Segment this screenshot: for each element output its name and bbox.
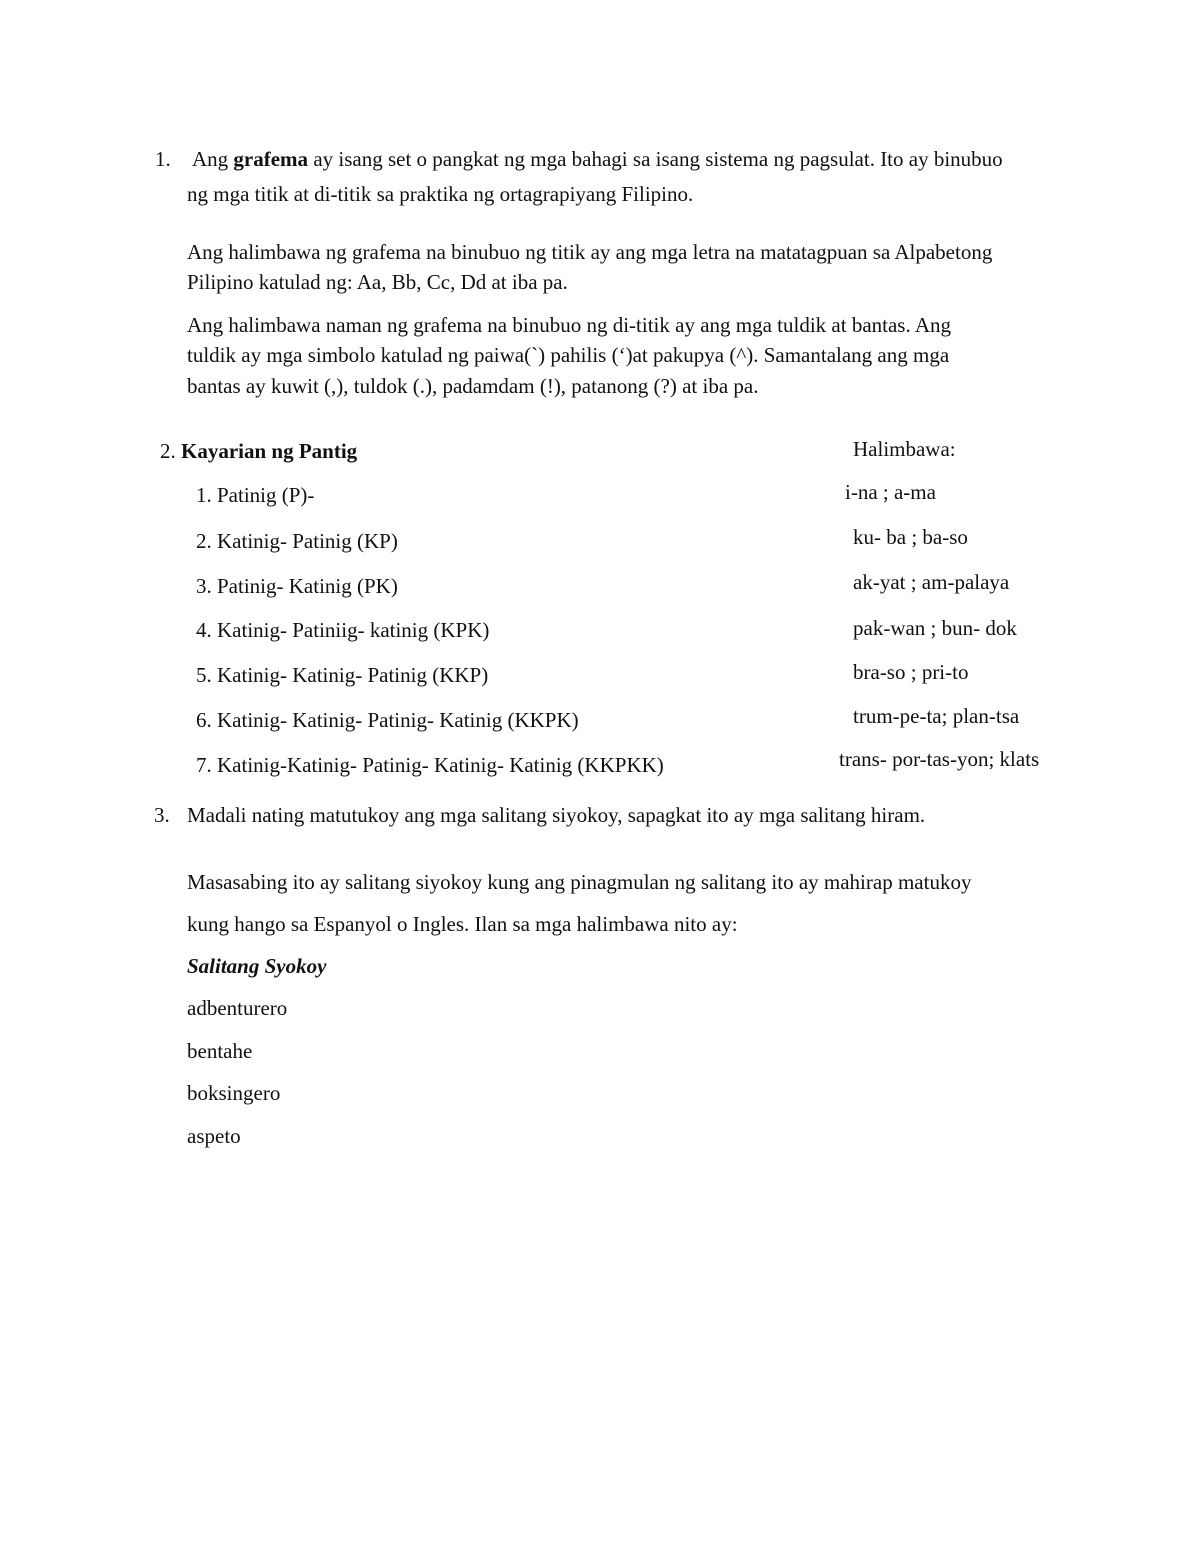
example-header: Halimbawa: [853, 437, 956, 461]
word-item: bentahe [187, 1039, 253, 1063]
item1-para2-line2: Pilipino katulad ng: Aa, Bb, Cc, Dd at iba pa. [187, 270, 568, 294]
item1-para3-line3: bantas ay kuwit (,), tuldok (.), padamdam (!), patanong (?) at iba pa. [187, 374, 759, 398]
pantig-example-3: ak-yat ; am-palaya [853, 570, 1010, 594]
word-item: adbenturero [187, 996, 288, 1020]
pantig-example-4: pak-wan ; bun- dok [853, 616, 1017, 640]
item3-para2-line2: kung hango sa Espanyol o Ingles. Ilan sa mga halimbawa nito ay: [187, 912, 738, 936]
item2-number: 2. [160, 439, 176, 463]
item3-number: 3. [154, 803, 170, 827]
item2-heading [160, 441, 357, 462]
pantig-example-2: ku- ba ; ba-so [853, 525, 968, 549]
pantig-label-1: 1. Patinig (P)- [196, 483, 315, 507]
word-item: boksingero [187, 1081, 281, 1105]
pantig-label-2: 2. Katinig- Patinig (KP) [196, 529, 398, 553]
item3-para2-line1: Masasabing ito ay salitang siyokoy kung ang pinagmulan ng salitang ito ay mahirap matukoy [187, 870, 972, 894]
item1-line2: ng mga titik at di-titik sa praktika ng ortagrapiyang Filipino. [187, 182, 694, 206]
item3-line1: Madali nating matutukoy ang mga salitang siyokoy, sapagkat ito ay mga salitang hiram. [187, 803, 926, 827]
item1-line1-post: ay isang set o pangkat ng mga bahagi sa isang sistema ng pagsulat. Ito ay binubuo [308, 147, 1003, 171]
pantig-label-7: 7. Katinig-Katinig- Patinig- Katinig- Katinig (KKPKK) [196, 753, 664, 777]
pantig-label-5: 5. Katinig- Katinig- Patinig (KKP) [196, 663, 489, 687]
item1-para3-line2: tuldik ay mga simbolo katulad ng paiwa(`) pahilis (‘)at pakupya (^). Samantalang ang mga [187, 343, 950, 367]
salitang-syokoy-heading: Salitang Syokoy [187, 954, 327, 978]
pantig-example-7: trans- por-tas-yon; klats [839, 747, 1040, 771]
item1-line1 [192, 149, 1003, 170]
pantig-example-1: i-na ; a-ma [845, 480, 936, 504]
pantig-example-6: trum-pe-ta; plan-tsa [853, 704, 1020, 728]
item2-heading-text: Kayarian ng Pantig [181, 439, 358, 463]
item1-line1-pre: Ang [192, 147, 234, 171]
pantig-label-6: 6. Katinig- Katinig- Patinig- Katinig (KKPK) [196, 708, 579, 732]
pantig-example-5: bra-so ; pri-to [853, 660, 969, 684]
item1-para2-line1: Ang halimbawa ng grafema na binubuo ng titik ay ang mga letra na matatagpuan sa Alpabetong [187, 240, 993, 264]
term-grafema: grafema [233, 147, 309, 171]
pantig-label-3: 3. Patinig- Katinig (PK) [196, 574, 398, 598]
word-item: aspeto [187, 1124, 241, 1148]
pantig-label-4: 4. Katinig- Patiniig- katinig (KPK) [196, 618, 490, 642]
item1-number: 1. [155, 147, 171, 171]
item1-para3-line1: Ang halimbawa naman ng grafema na binubuo ng di-titik ay ang mga tuldik at bantas. Ang [187, 313, 951, 337]
